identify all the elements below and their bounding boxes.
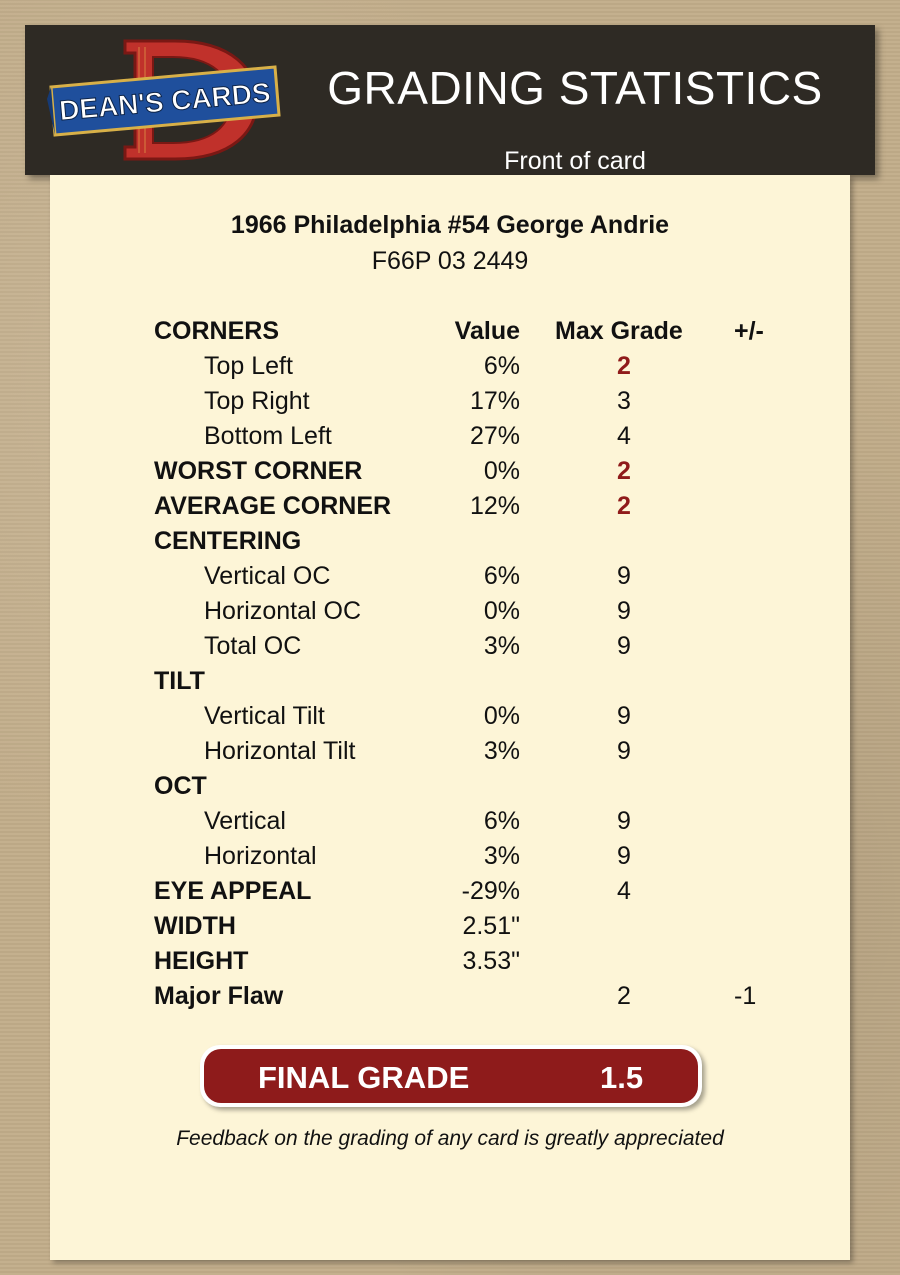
- stat-value: 6%: [483, 807, 520, 835]
- table-row: [154, 908, 794, 943]
- stat-value: 3%: [483, 737, 520, 765]
- grading-panel: [50, 175, 850, 1260]
- feedback-note: Feedback on the grading of any card is greatly appreciated: [176, 1127, 724, 1150]
- final-grade-box: [200, 1045, 702, 1107]
- table-row: Horizontal 3% 9: [204, 842, 631, 870]
- stat-value: 0%: [483, 597, 520, 625]
- page-subtitle: Front of card: [504, 147, 646, 175]
- stat-label: Major Flaw: [154, 982, 284, 1010]
- column-plus-minus: +/-: [734, 317, 764, 345]
- table-row: Top Left 6% 2: [204, 352, 631, 380]
- table-row: [154, 768, 794, 803]
- stat-label: Total OC: [204, 632, 302, 660]
- stat-label: OCT: [154, 772, 207, 800]
- stat-label: WIDTH: [154, 912, 236, 940]
- page-title: GRADING STATISTICS: [327, 62, 823, 114]
- card-code: F66P 03 2449: [371, 247, 529, 275]
- stat-label: Vertical Tilt: [204, 702, 325, 730]
- stat-label: Vertical: [204, 807, 286, 835]
- table-row: Major Flaw 2 -1: [154, 982, 757, 1010]
- final-grade-label: FINAL GRADE: [258, 1060, 470, 1095]
- stat-label: Horizontal Tilt: [204, 737, 356, 765]
- stat-label: Bottom Left: [204, 422, 332, 450]
- stats-table: [154, 313, 794, 1013]
- column-max-grade: Max Grade: [555, 317, 683, 345]
- stat-value: 6%: [483, 352, 520, 380]
- table-row: [154, 943, 794, 978]
- stat-value: 12%: [469, 492, 520, 520]
- card-name: 1966 Philadelphia #54 George Andrie: [230, 211, 670, 239]
- stat-plus-minus: -1: [734, 982, 757, 1010]
- table-row: Vertical OC 6% 9: [204, 562, 631, 590]
- table-row: EYE APPEAL -29% 4: [154, 877, 631, 905]
- table-row: Horizontal OC 0% 9: [204, 597, 631, 625]
- header-bar: [25, 25, 875, 175]
- stat-value: 3%: [483, 842, 520, 870]
- table-row: WORST CORNER 0% 2: [154, 457, 631, 485]
- table-row: Vertical 6% 9: [204, 807, 631, 835]
- column-value: Value: [454, 317, 520, 345]
- table-row: AVERAGE CORNER 12% 2: [154, 492, 631, 520]
- stat-label: AVERAGE CORNER: [154, 492, 392, 520]
- stat-value: 6%: [483, 562, 520, 590]
- column-corners: CORNERS: [154, 317, 280, 345]
- stat-label: TILT: [154, 667, 205, 695]
- stat-value: -29%: [461, 877, 520, 905]
- svg-text:DEAN'S CARDS: DEAN'S CARDS: [57, 76, 272, 127]
- deans-cards-logo[interactable]: [47, 37, 283, 163]
- stat-label: Top Right: [204, 387, 310, 415]
- table-row: [154, 523, 794, 558]
- stats-header-row: [154, 313, 794, 348]
- stat-label: Top Left: [204, 352, 293, 380]
- stat-value: 0%: [483, 457, 520, 485]
- table-row: Bottom Left 27% 4: [204, 422, 631, 450]
- stat-label: Vertical OC: [204, 562, 331, 590]
- stat-label: CENTERING: [154, 527, 302, 555]
- stat-label: Horizontal OC: [204, 597, 361, 625]
- stat-value: 2.51": [462, 912, 520, 940]
- table-row: Horizontal Tilt 3% 9: [204, 737, 631, 765]
- stat-value: 17%: [469, 387, 520, 415]
- stat-value: 27%: [469, 422, 520, 450]
- table-row: Total OC 3% 9: [204, 632, 631, 660]
- table-row: Top Right 17% 3: [204, 387, 631, 415]
- stat-label: EYE APPEAL: [154, 877, 312, 905]
- stat-value: 3.53": [462, 947, 520, 975]
- stat-label: HEIGHT: [154, 947, 249, 975]
- stat-label: WORST CORNER: [154, 457, 363, 485]
- table-row: Vertical Tilt 0% 9: [204, 702, 631, 730]
- stat-value: 3%: [483, 632, 520, 660]
- final-grade-value: 1.5: [600, 1060, 644, 1095]
- table-row: [154, 663, 794, 698]
- stat-label: Horizontal: [204, 842, 317, 870]
- stat-value: 0%: [483, 702, 520, 730]
